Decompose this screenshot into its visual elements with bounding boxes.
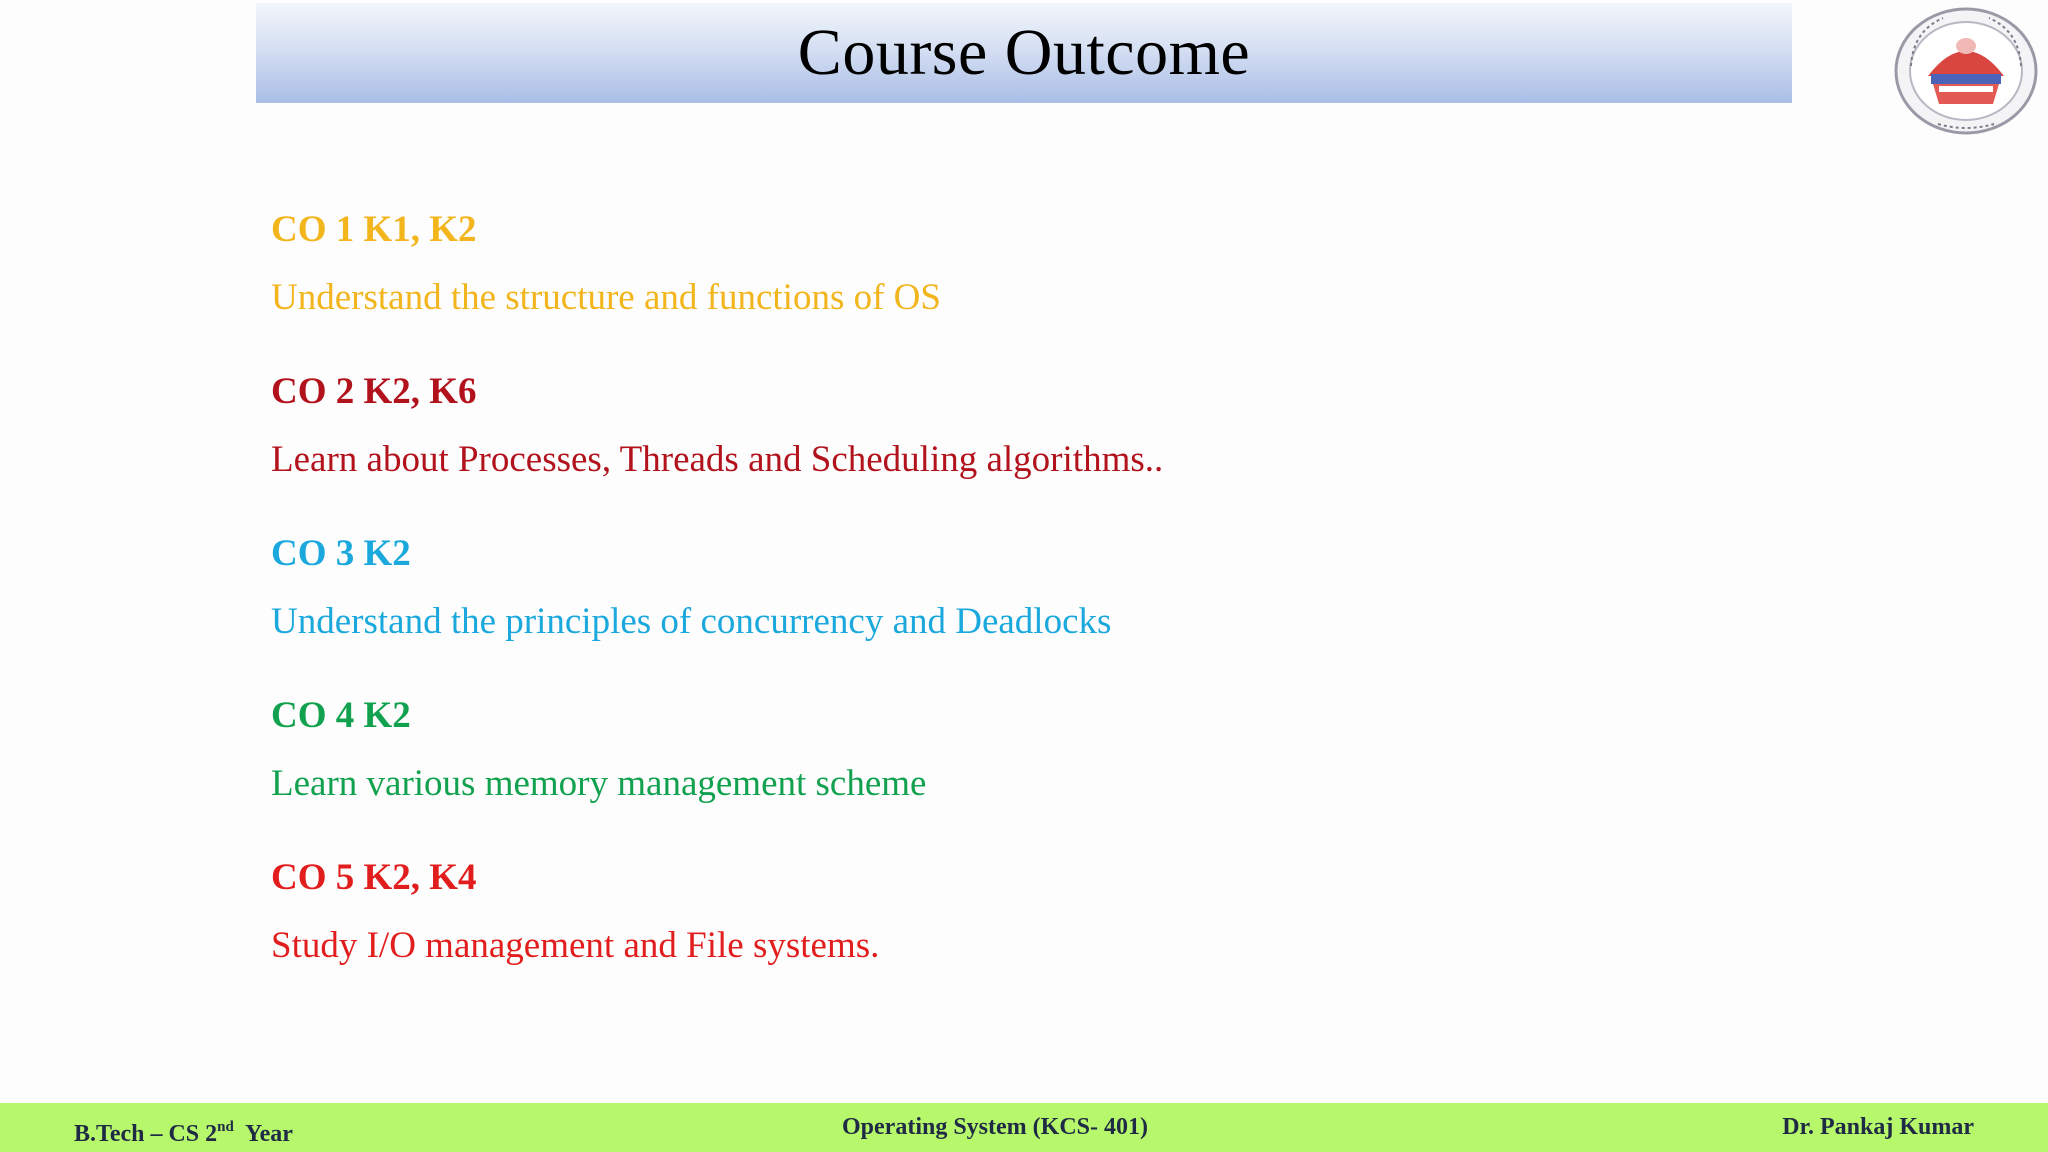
outcome-description: Understand the principles of concurrency and Deadlocks bbox=[271, 601, 1112, 642]
footer-author: Dr. Pankaj Kumar bbox=[1782, 1114, 1974, 1140]
outcome-item bbox=[271, 853, 1771, 1015]
outcome-item bbox=[271, 529, 1771, 691]
outcome-code: CO 4 K2 bbox=[271, 695, 411, 736]
outcome-code: CO 2 K2, K6 bbox=[271, 371, 477, 412]
outcome-code: CO 5 K2, K4 bbox=[271, 857, 477, 898]
outcome-code: CO 1 K1, K2 bbox=[271, 209, 477, 250]
footer-course bbox=[74, 1103, 293, 1152]
institution-seal-icon bbox=[1893, 6, 2039, 136]
title-bar bbox=[256, 3, 1792, 103]
footer-course-sup: nd bbox=[217, 1119, 234, 1135]
course-outcome-list bbox=[271, 205, 1771, 1015]
slide-title: Course Outcome bbox=[797, 16, 1251, 89]
outcome-description: Learn about Processes, Threads and Scheduling algorithms.. bbox=[271, 439, 1164, 480]
outcome-description: Understand the structure and functions of OS bbox=[271, 277, 941, 318]
footer-course-prefix: B.Tech – CS 2 bbox=[74, 1121, 218, 1147]
footer-subject bbox=[842, 1103, 1148, 1152]
outcome-item bbox=[271, 691, 1771, 853]
outcome-code: CO 3 K2 bbox=[271, 533, 411, 574]
footer-course-suffix: Year bbox=[233, 1121, 293, 1147]
footer-bar bbox=[0, 1103, 2048, 1152]
outcome-item bbox=[271, 367, 1771, 529]
outcome-description: Learn various memory management scheme bbox=[271, 763, 927, 804]
footer-subject-code: (KCS- 401) bbox=[1032, 1114, 1148, 1140]
footer-subject-name: Operating System bbox=[842, 1114, 1033, 1140]
outcome-item bbox=[271, 205, 1771, 367]
outcome-description: Study I/O management and File systems. bbox=[271, 925, 880, 966]
